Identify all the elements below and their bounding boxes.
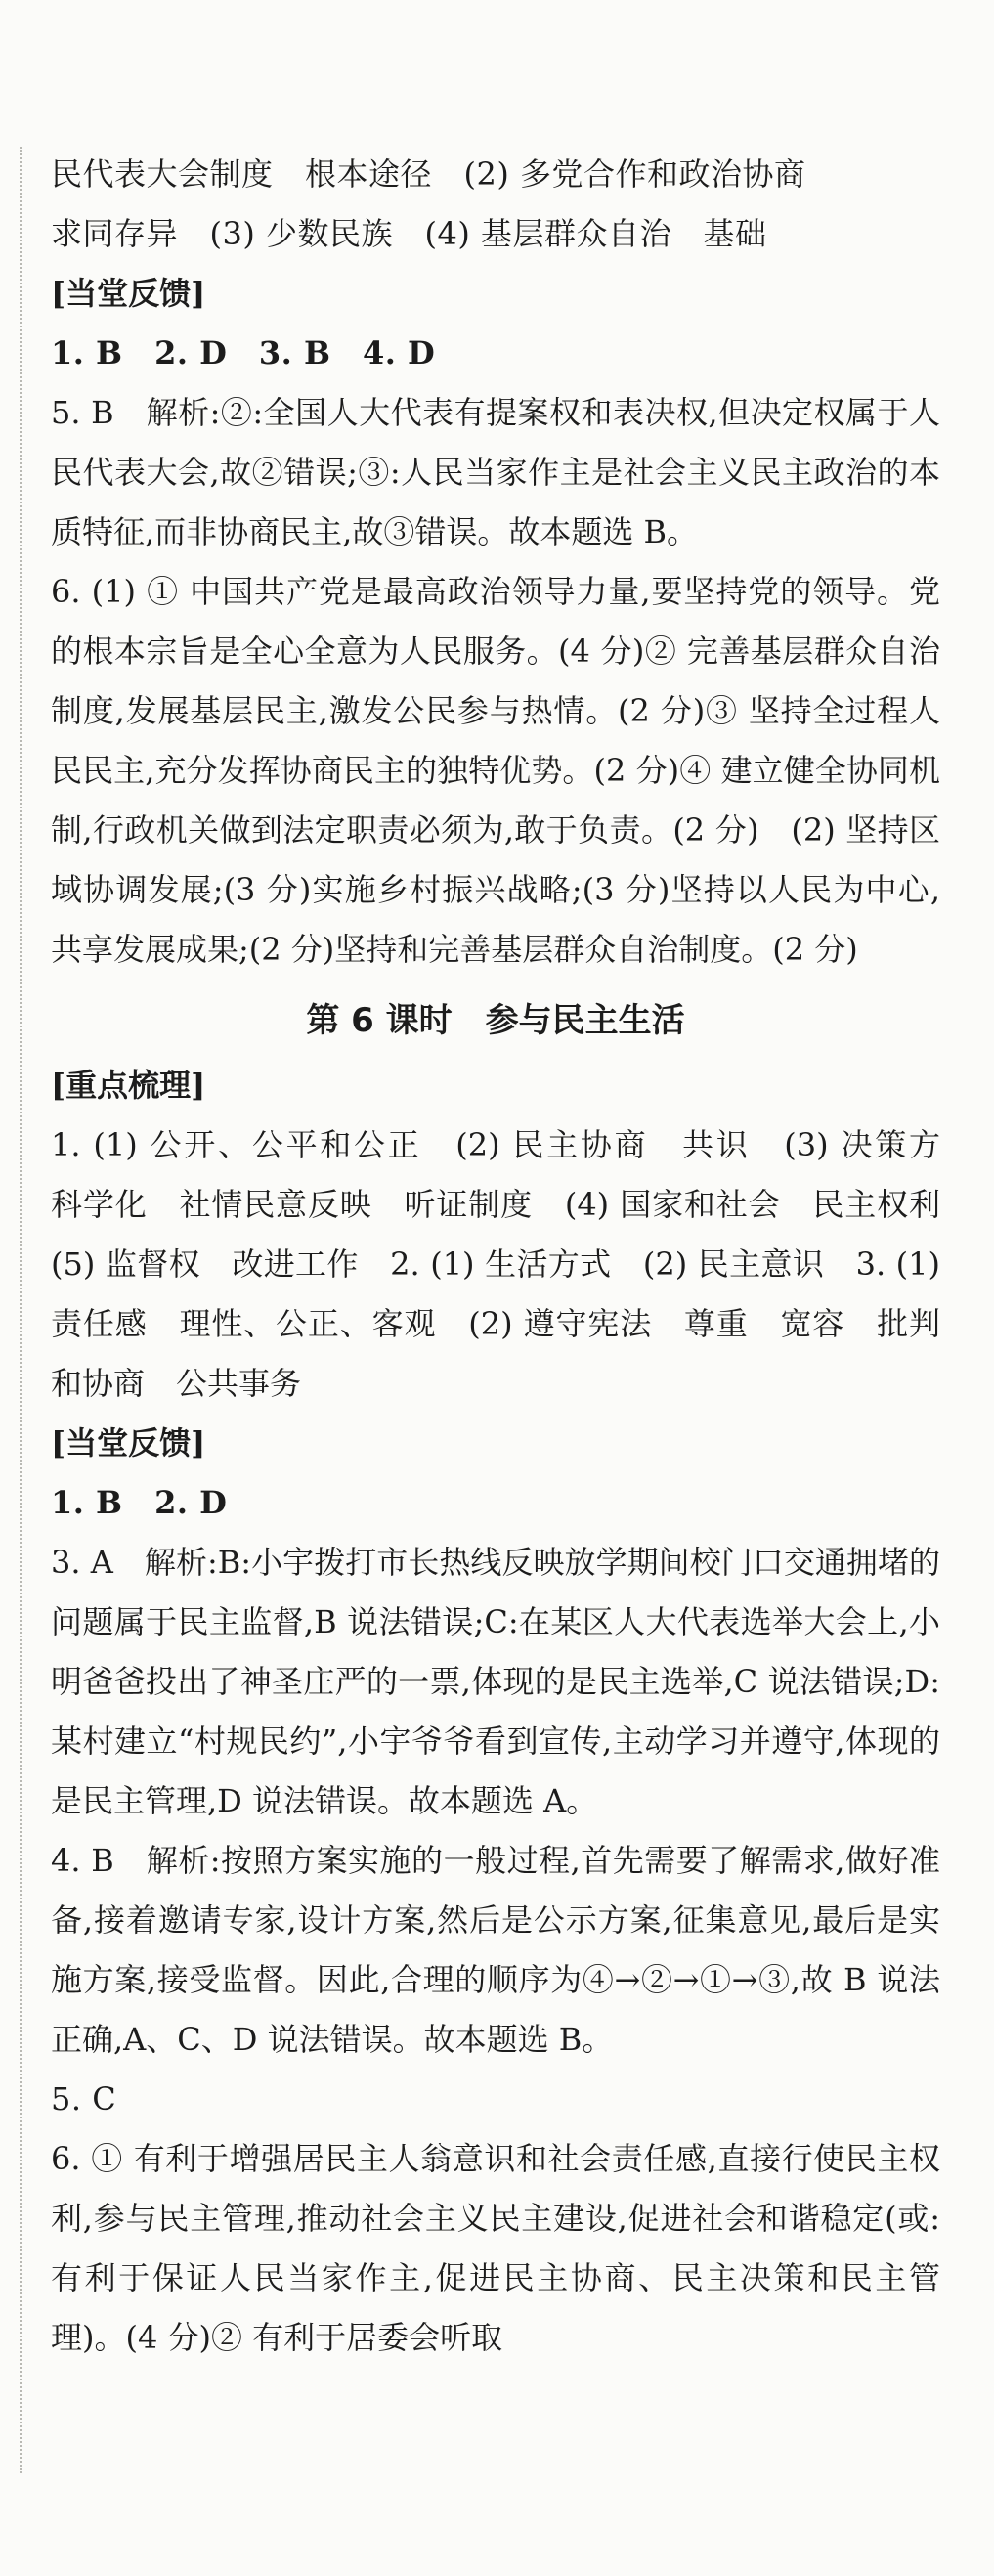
section-header-feedback-1: [当堂反馈] [51,275,206,312]
feedback2-q3: 3. A 解析:B:小宇拨打市长热线反映放学期间校门口交通拥堵的问题属于民主监督,B 说法错误;C:在某区人大代表选举大会上,小明爸爸投出了神圣庄严的一票,体现的是民主选举,C 说法错误;D:某村建立“村规民约”,小宇爷爷看到宣传,主动学习并遵守,体现的是民主管理,D 说法错误。故本题选 A。 [51,1544,940,1819]
lesson-title: 第 6 课时 参与民主生活 [306,1001,685,1040]
feedback2-q5: 5. C [51,2080,117,2118]
feedback1-q6: 6. (1) ① 中国共产党是最高政治领导力量,要坚持党的领导。党的根本宗旨是全心全意为人民服务。(4 分)② 完善基层群众自治制度,发展基层民主,激发公民参与热情。(2 分)③ 坚持全过程人民民主,充分发挥协商民主的独特优势。(2 分)④ 建立健全协同机制,行政机关做到法定职责必须为,敢于负责。(2 分) (2) 坚持区域协调发展;(3 分)实施乡村振兴战略;(3 分)坚持以人民为中心,共享发展成果;(2 分)坚持和完善基层群众自治制度。(2 分) [51,573,940,968]
feedback2-q4: 4. B 解析:按照方案实施的一般过程,首先需要了解需求,做好准备,接着邀请专家,设计方案,然后是公示方案,征集意见,最后是实施方案,接受监督。因此,合理的顺序为④→②→①→③,故 B 说法正确,A、C、D 说法错误。故本题选 B。 [51,1842,940,2058]
margin-dotted-rule [20,147,22,2473]
feedback1-answers: 1. B 2. D 3. B 4. D [51,334,436,371]
feedback1-q5: 5. B 解析:②:全国人大代表有提案权和表决权,但决定权属于人民代表大会,故②错误;③:人民当家作主是社会主义民主政治的本质特征,而非协商民主,故③错误。故本题选 B。 [51,394,940,550]
intro-line-2: 求同存异 (3) 少数民族 (4) 基层群众自治 基础 [51,215,767,252]
intro-line-1: 民代表大会制度 根本途径 (2) 多党合作和政治协商 [51,155,806,193]
key-points-body: 1. (1) 公开、公平和公正 (2) 民主协商 共识 (3) 决策方 科学化 社情民意反映 听证制度 (4) 国家和社会 民主权利 (5) 监督权 改进工作 2. (1) 生活方式 (2) 民主意识 3. (1) 责任感 理性、公正、客观 (2) 遵守宪法 尊重 宽容 批判和协商 公共事务 [51,1126,972,1402]
feedback2-q6: 6. ① 有利于增强居民主人翁意识和社会责任感,直接行使民主权利,参与民主管理,推动社会主义民主建设,促进社会和谐稳定(或:有利于保证人民当家作主,促进民主协商、民主决策和民主管理)。(4 分)② 有利于居委会听取 [51,2140,940,2356]
section-header-key-points: [重点梳理] [51,1067,206,1104]
section-header-feedback-2: [当堂反馈] [51,1424,206,1462]
answer-content [51,145,972,2368]
feedback2-answers: 1. B 2. D [51,1484,228,1521]
